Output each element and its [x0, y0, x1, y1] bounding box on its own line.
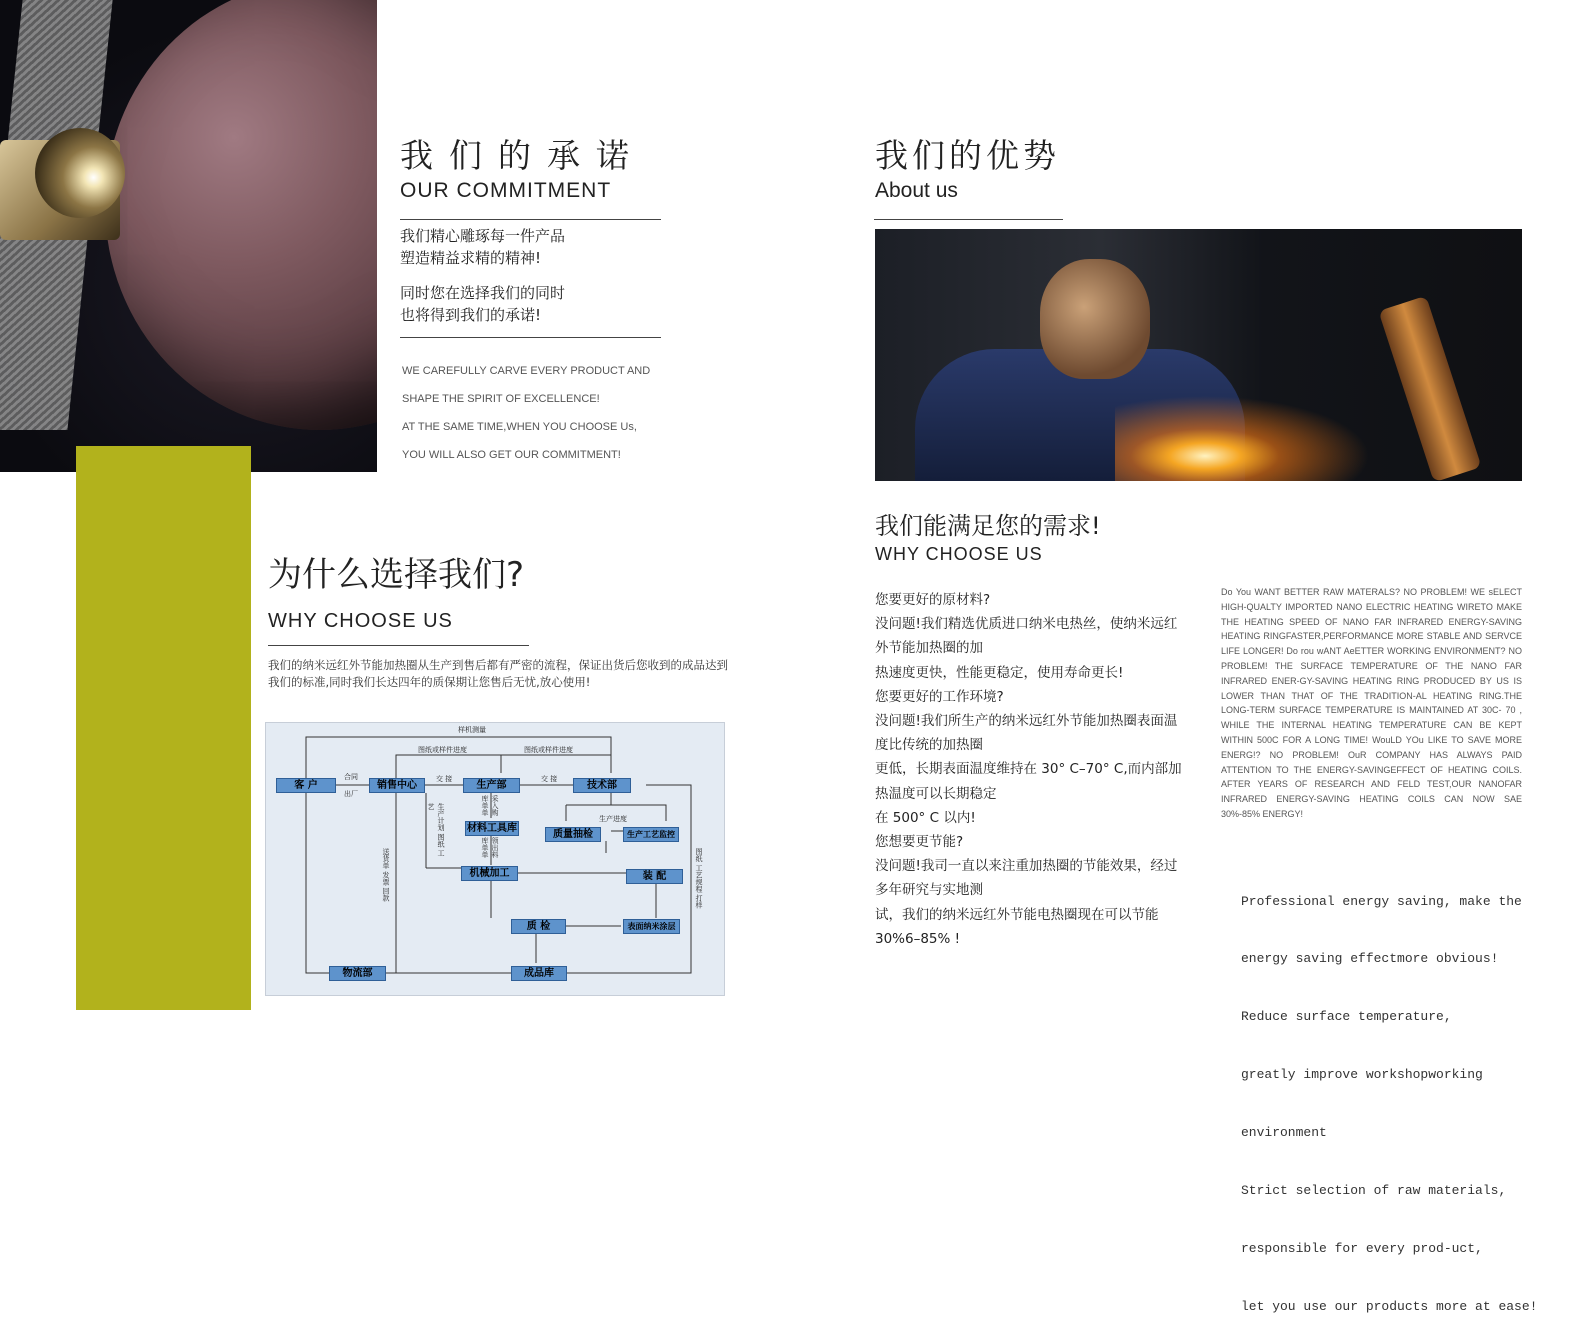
flow-box-customer: 客 户 — [276, 778, 336, 793]
space-photo — [0, 0, 377, 472]
flow-label: 图纸或样件进度 — [524, 746, 573, 754]
text-line: 塑造精益求精的精神! — [400, 249, 542, 267]
text-line: 您想要更节能? — [875, 834, 964, 851]
worker-head — [1040, 259, 1150, 379]
advantage-title-en: About us — [875, 179, 958, 202]
flow-box-machining: 机械加工 — [461, 866, 518, 881]
text-line: AT THE SAME TIME,WHEN YOU CHOOSE Us, — [402, 421, 637, 433]
text-line: 度比传统的加热圈 — [875, 737, 983, 754]
flow-label: 领出料库单单 — [481, 837, 499, 858]
flow-label: 样机测量 — [458, 726, 486, 734]
flow-label: 出厂 — [344, 790, 358, 798]
text-line: 试，我们的纳米远红外节能电热圈现在可以节能 — [875, 906, 1159, 923]
text-line: greatly improve workshopworking — [1241, 1067, 1483, 1083]
text-line: Professional energy saving, make the — [1241, 893, 1522, 909]
commitment-title-cn: 我们的承诺 — [400, 136, 645, 175]
summary-mono-text — [1241, 853, 1537, 1335]
flow-label: 交 接 — [436, 775, 453, 783]
sparks — [1115, 379, 1415, 481]
flow-label: 图纸 工艺规程 打样 — [695, 848, 703, 909]
needs-text — [875, 588, 1207, 951]
text-line: 没问题!我们所生产的纳米远红外节能加热圈表面温 — [875, 713, 1178, 730]
flow-label: 生产进度 — [599, 815, 627, 823]
text-line: energy saving effectmore obvious! — [1241, 951, 1499, 967]
flow-box-tech: 技术部 — [573, 778, 631, 793]
planet-image — [105, 0, 377, 430]
flow-box-quality-sampling: 质量抽检 — [545, 827, 601, 842]
text-line: 也将得到我们的承诺! — [400, 306, 542, 324]
text-line: 热速度更快，性能更稳定，使用寿命更长! — [875, 664, 1124, 681]
text-line: 我们精心雕琢每一件产品 — [400, 227, 566, 245]
text-line: responsible for every prod-uct, — [1241, 1240, 1483, 1256]
needs-title-en: WHY CHOOSE US — [875, 544, 1043, 564]
text-line: 没问题!我们精选优质进口纳米电热丝，使纳米远红 — [875, 616, 1178, 633]
flow-box-logistics: 物流部 — [329, 966, 386, 981]
accent-green-block — [76, 446, 251, 1010]
flow-label: 送货单 发票 回款 — [382, 848, 390, 902]
text-line: 您要更好的工作环境? — [875, 688, 1004, 705]
text-line: 多年研究与实地测 — [875, 882, 983, 899]
worker-grinding-photo — [875, 229, 1522, 481]
text-line: 您要更好的原材料? — [875, 592, 991, 608]
flow-box-sales: 销售中心 — [369, 778, 425, 793]
flow-label: 交 接 — [541, 775, 558, 783]
text-line: 30%6–85% ! — [875, 930, 961, 947]
why-choose-title-en: WHY CHOOSE US — [268, 610, 453, 632]
flow-box-production: 生产部 — [463, 778, 520, 793]
flow-box-materials: 材料工具库 — [467, 823, 517, 834]
commitment-paragraph-1 — [400, 225, 670, 269]
text-line: WE CAREFULLY CARVE EVERY PRODUCT AND — [402, 365, 651, 377]
flow-label: 采入购库单单 — [481, 795, 499, 816]
commitment-title-en: OUR COMMITMENT — [400, 179, 612, 202]
flow-box-assembly: 装 配 — [626, 869, 683, 884]
satellite-dish — [35, 128, 125, 218]
flow-box-warehouse: 成品库 — [511, 966, 567, 981]
text-line: environment — [1241, 1125, 1327, 1141]
flow-label: 合同 — [344, 773, 358, 781]
flow-box-coating: 表面纳米涂层 — [623, 919, 680, 934]
text-line: 没问题!我司一直以来注重加热圈的节能效果，经过 — [875, 858, 1178, 875]
text-line: 更低，长期表面温度维持在 30° C–70° C,而内部加 — [875, 761, 1182, 778]
advantage-title-cn: 我们的优势 — [875, 136, 1060, 175]
divider — [400, 219, 661, 220]
text-line: 热温度可以长期稳定 — [875, 785, 997, 802]
commitment-paragraph-2 — [400, 282, 670, 326]
divider — [268, 645, 529, 646]
text-line: 在 500° C 以内! — [875, 809, 976, 826]
text-line: 同时您在选择我们的同时 — [400, 284, 566, 302]
needs-english-text: Do You WANT BETTER RAW MATERALS? NO PROBLEM! WE sELECT HIGH-QUALTY IMPORTED NANO ELECTRIC HEATING WIRETO MAKE THE HEATING SPEED OF NANO FAR INFRARED ENERGY-SAVING HEATING RINGFASTER,PERFORMANCE MORE STABLE AND SERVCE LIFE LONGER! Do rou wANT AeETTER WORKING ENVIRONMENT? NO PROBLEM! THE SURFACE TEMPERATURE OF THE NANO FAR INFRARED ENER-GY-SAVING HEATING RING PRODUCED BY US IS LOWER THAN THAT OF THE TRADITION-AL HEATING RING.THE LONG-TERM SURFACE TEMPERATURE IS MAINTAINED AT 30C- 70 , WHILE THE INTERNAL HEATING TEMPERATURE CAN BE KEPT WITHIN 500C FOR A LONG TIME! WouLD YOu LIKE TO SAVE MORE ENERG!? NO PROBLEM! OuR COMPANY HAS ALWAYS PAID ATTENTION TO THE ENERGY-SAVINGEFFECT OF HEATING COILS. AFTER YEARS OF RESEARCH AND FELD TEST,OUR NANOFAR INFRARED ENERGY-SAVING HEATING COILS CAN NOW SAE 30%-85% ENERGY! — [1221, 587, 1522, 819]
why-choose-title-cn: 为什么选择我们? — [268, 555, 525, 595]
text-line: YOU WILL ALSO GET OUR COMMITMENT! — [402, 449, 621, 461]
text-line: Strict selection of raw materials, — [1241, 1183, 1507, 1199]
divider — [400, 337, 661, 338]
text-line: SHAPE THE SPIRIT OF EXCELLENCE! — [402, 393, 600, 405]
divider — [874, 219, 1063, 220]
commitment-english — [402, 357, 650, 469]
process-flowchart — [265, 722, 725, 996]
flow-box-inspection: 质 检 — [511, 919, 566, 934]
flow-box-process-monitor: 生产工艺监控 — [623, 827, 679, 842]
text-line: Reduce surface temperature, — [1241, 1009, 1452, 1025]
text-line: 外节能加热圈的加 — [875, 640, 983, 657]
flow-label: 图纸或样件进度 — [418, 746, 467, 754]
needs-title-cn: 我们能满足您的需求! — [875, 512, 1101, 540]
flow-label: 生产计划 图纸 工艺 — [427, 803, 445, 857]
text-line: let you use our products more at ease! — [1241, 1298, 1538, 1314]
why-choose-description: 我们的纳米远红外节能加热圈从生产到售后都有严密的流程，保证出货后您收到的成品达到我们的标准,同时我们长达四年的质保期让您售后无忧,放心使用! — [268, 658, 728, 689]
